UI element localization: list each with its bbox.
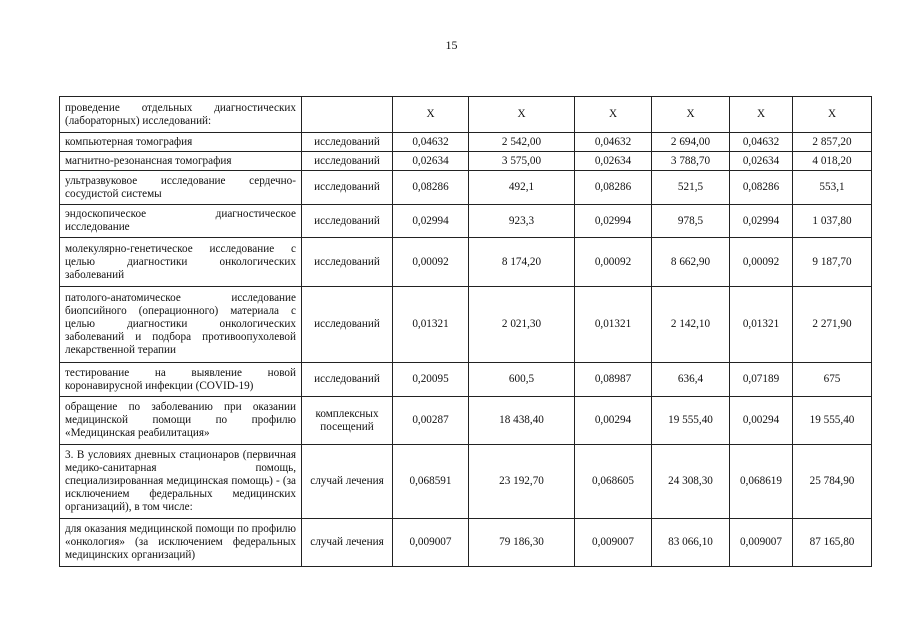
row-value: 0,00092 [393,238,469,287]
row-value: 19 555,40 [793,397,872,445]
row-value: 0,08286 [393,171,469,205]
table-row [60,519,872,567]
row-value: 0,009007 [575,519,652,567]
row-value: 87 165,80 [793,519,872,567]
table-row [60,397,872,445]
row-value: 0,07189 [730,363,793,397]
row-value: 1 037,80 [793,205,872,238]
row-name: молекулярно-генетическое исследование с целью диагностики онкологических заболеваний [60,238,302,287]
row-value: X [575,97,652,133]
row-value: 0,20095 [393,363,469,397]
table-row [60,287,872,363]
row-value: 0,04632 [730,133,793,152]
row-unit: исследований [302,171,393,205]
row-value: 923,3 [469,205,575,238]
row-value: 3 575,00 [469,152,575,171]
row-unit: исследований [302,152,393,171]
row-value: 23 192,70 [469,445,575,519]
table-row [60,133,872,152]
row-value: X [393,97,469,133]
table-row [60,205,872,238]
row-unit: исследований [302,205,393,238]
row-value: 4 018,20 [793,152,872,171]
row-value: 83 066,10 [652,519,730,567]
row-value: 0,08987 [575,363,652,397]
table-row [60,238,872,287]
row-value: 0,02994 [575,205,652,238]
row-unit [302,97,393,133]
row-name: обращение по заболеванию при оказании медицинской помощи по профилю «Медицинская реабилитация» [60,397,302,445]
row-name: 3. В условиях дневных стационаров (первичная медико-санитарная помощь, специализированная медицинская помощь) - (за исключением федеральных медицинских организаций), в том числе: [60,445,302,519]
row-name: патолого-анатомическое исследование биопсийного (операционного) материала с целью диагностики онкологических заболеваний и подбора противоопухолевой лекарственной терапии [60,287,302,363]
row-value: 0,02634 [575,152,652,171]
row-value: 0,068605 [575,445,652,519]
row-name: компьютерная томография [60,133,302,152]
row-value: 0,02634 [730,152,793,171]
row-value: 8 662,90 [652,238,730,287]
row-value: X [793,97,872,133]
row-value: 978,5 [652,205,730,238]
row-value: 0,00294 [730,397,793,445]
row-name: для оказания медицинской помощи по профилю «онкология» (за исключением федеральных медицинских организаций) [60,519,302,567]
row-value: 2 021,30 [469,287,575,363]
row-value: 0,00092 [575,238,652,287]
row-value: 9 187,70 [793,238,872,287]
row-value: X [652,97,730,133]
row-value: 2 271,90 [793,287,872,363]
row-value: 79 186,30 [469,519,575,567]
row-value: 0,00092 [730,238,793,287]
row-value: 675 [793,363,872,397]
row-value: 492,1 [469,171,575,205]
row-unit: случай лечения [302,519,393,567]
row-value: 0,068619 [730,445,793,519]
row-value: 8 174,20 [469,238,575,287]
row-unit: исследований [302,287,393,363]
row-value: X [730,97,793,133]
row-name: эндоскопическое диагностическое исследование [60,205,302,238]
row-name: ультразвуковое исследование сердечно-сосудистой системы [60,171,302,205]
row-value: 0,08286 [730,171,793,205]
row-value: 19 555,40 [652,397,730,445]
row-value: 0,00287 [393,397,469,445]
row-value: 553,1 [793,171,872,205]
row-unit: случай лечения [302,445,393,519]
data-table [59,96,872,567]
row-value: 0,00294 [575,397,652,445]
row-value: 600,5 [469,363,575,397]
row-value: 24 308,30 [652,445,730,519]
table-row [60,152,872,171]
row-value: 2 857,20 [793,133,872,152]
row-value: 0,02634 [393,152,469,171]
row-unit: исследований [302,238,393,287]
row-unit: комплексных посещений [302,397,393,445]
row-name: проведение отдельных диагностических (лабораторных) исследований: [60,97,302,133]
row-name: тестирование на выявление новой коронавирусной инфекции (COVID-19) [60,363,302,397]
row-value: 0,009007 [393,519,469,567]
row-value: 0,08286 [575,171,652,205]
row-value: 0,02994 [393,205,469,238]
row-value: 3 788,70 [652,152,730,171]
row-value: 2 142,10 [652,287,730,363]
row-unit: исследований [302,363,393,397]
row-value: 0,04632 [575,133,652,152]
table-row [60,445,872,519]
row-value: 25 784,90 [793,445,872,519]
table-row [60,171,872,205]
table-row [60,97,872,133]
row-value: 0,04632 [393,133,469,152]
row-value: 0,01321 [730,287,793,363]
table-row [60,363,872,397]
row-value: 0,068591 [393,445,469,519]
page-number: 15 [445,38,458,52]
row-value: 0,01321 [393,287,469,363]
row-name: магнитно-резонансная томография [60,152,302,171]
row-value: X [469,97,575,133]
row-value: 2 542,00 [469,133,575,152]
row-value: 18 438,40 [469,397,575,445]
row-value: 0,009007 [730,519,793,567]
row-value: 2 694,00 [652,133,730,152]
row-value: 521,5 [652,171,730,205]
row-unit: исследований [302,133,393,152]
row-value: 0,01321 [575,287,652,363]
row-value: 636,4 [652,363,730,397]
row-value: 0,02994 [730,205,793,238]
